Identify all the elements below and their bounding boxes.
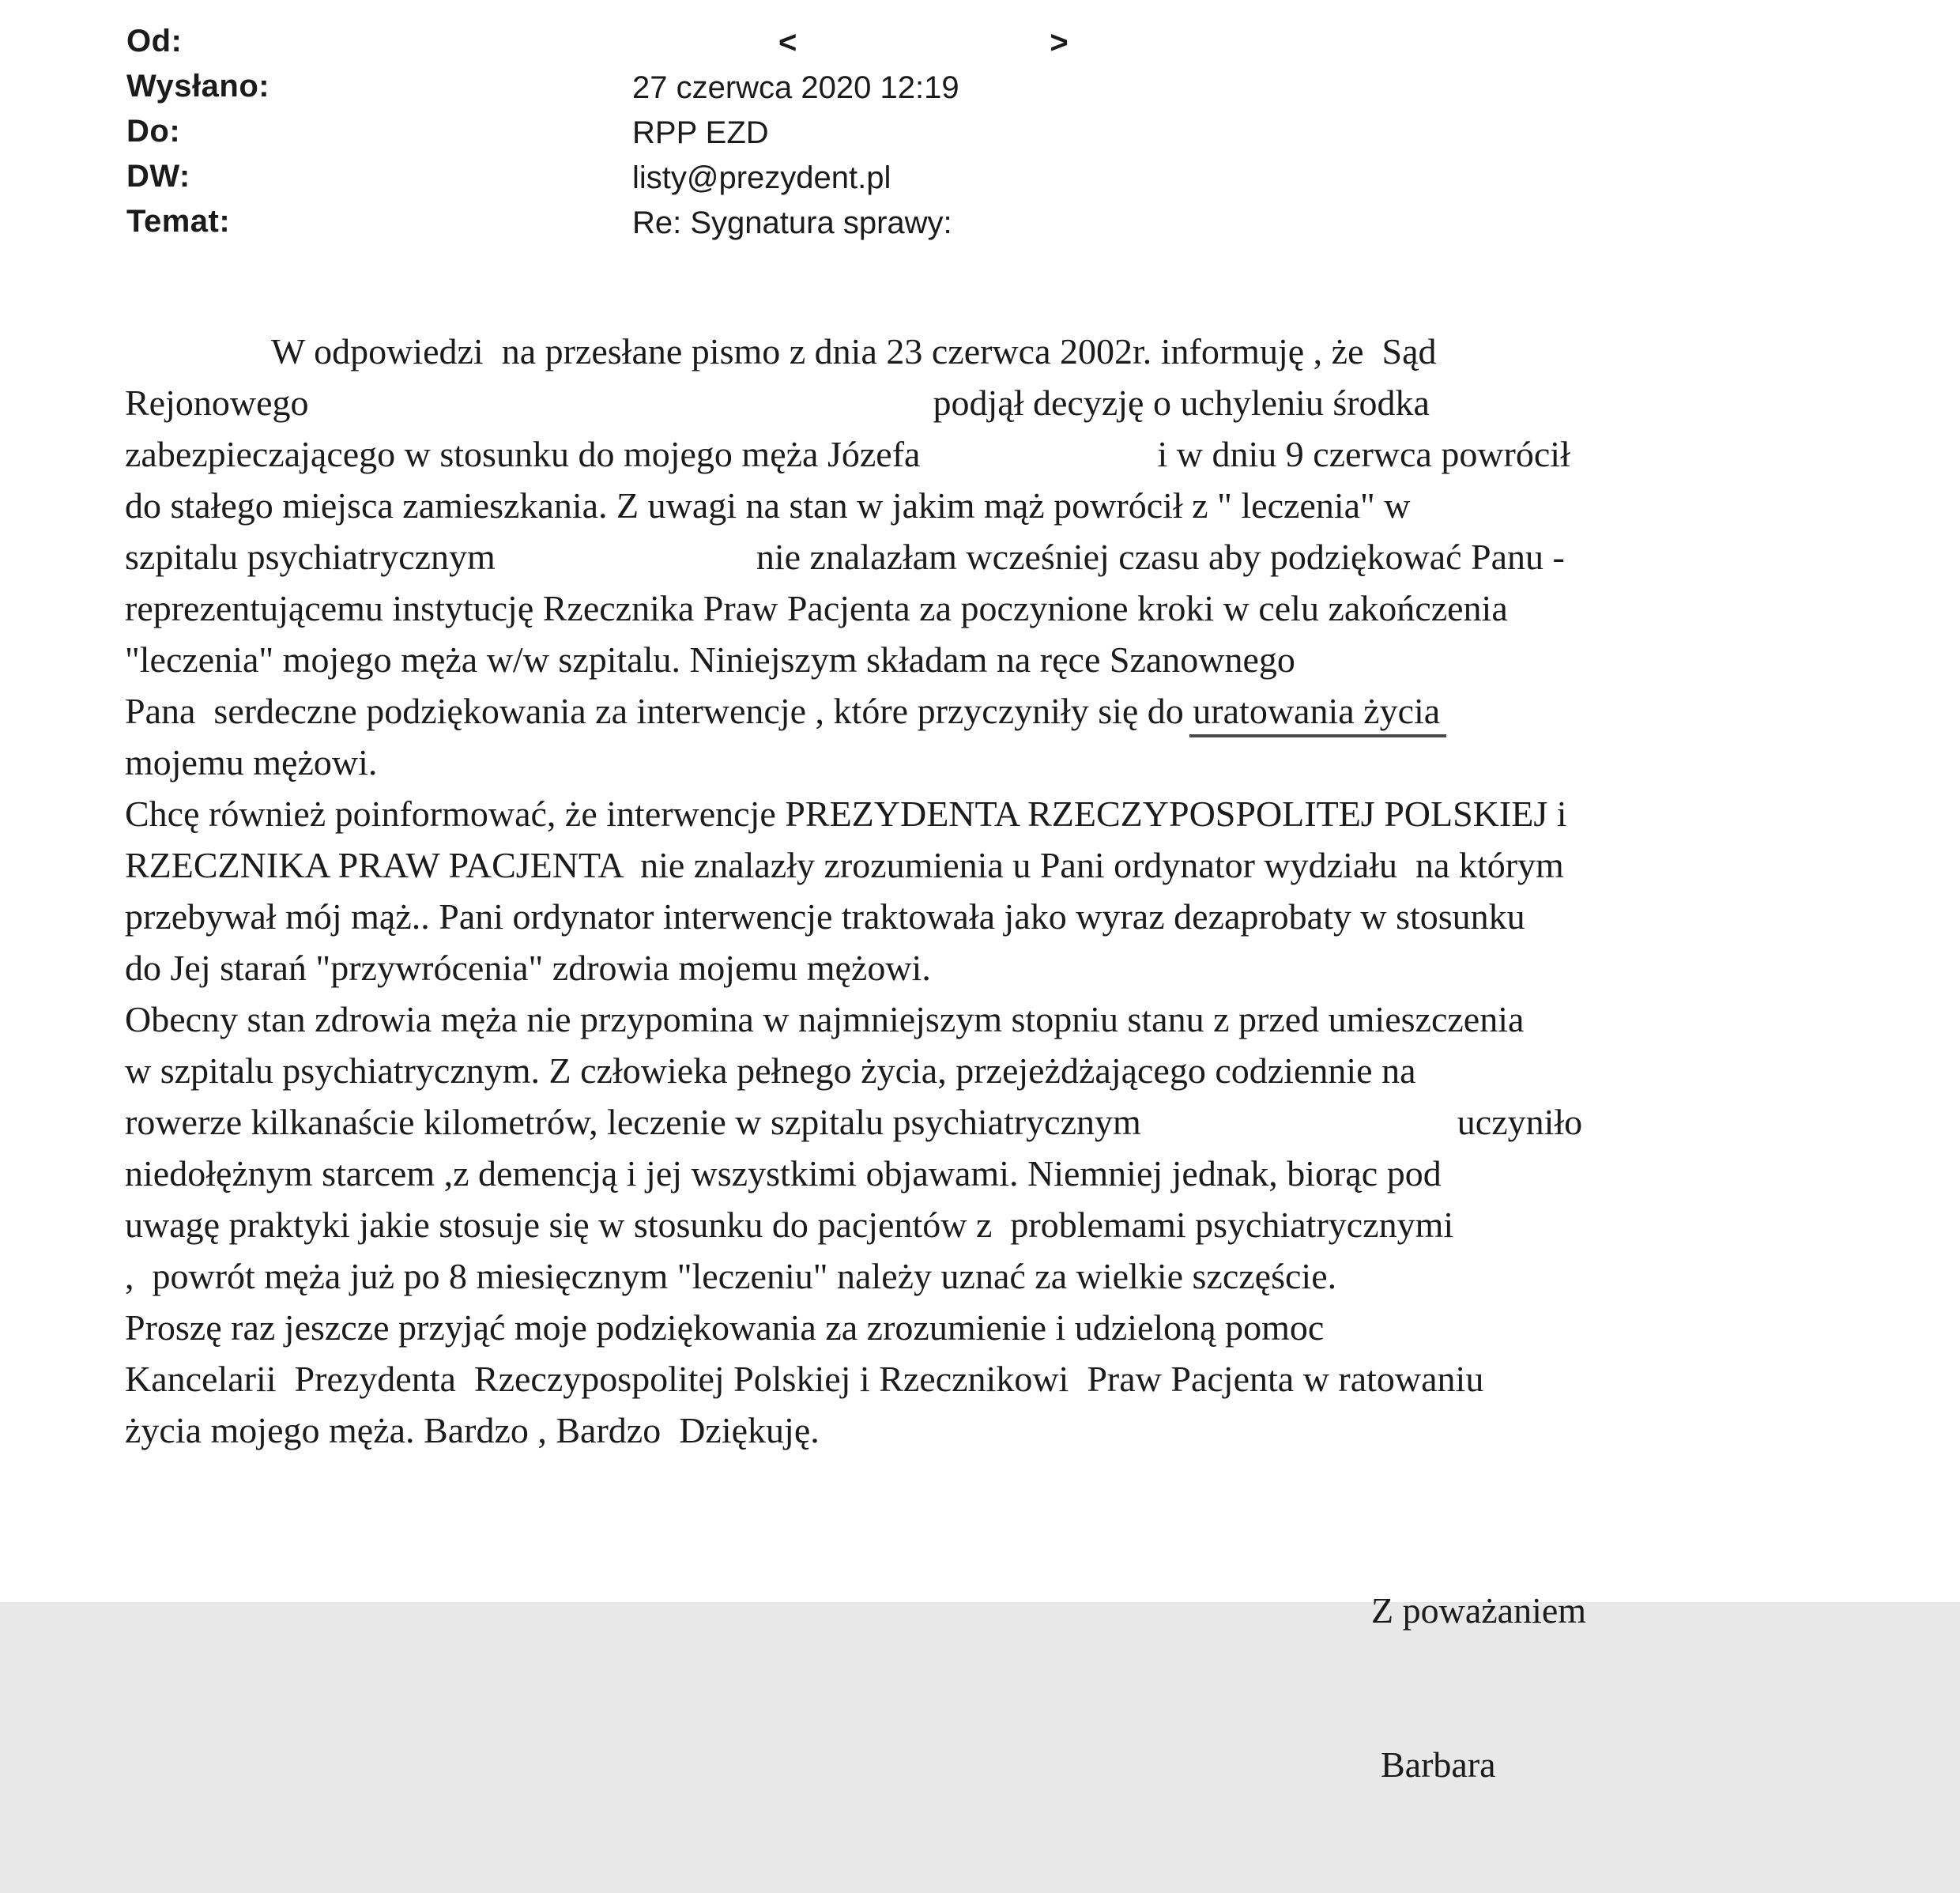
header-value-subject: Re: Sygnatura sprawy: [632,206,952,240]
body-text: Chcę również poinformować, że interwencje PREZYDENTA RZECZYPOSPOLITEJ POLSKIEJ i [125,794,1567,834]
body-line [125,634,1911,685]
body-line [125,1250,1911,1302]
header-row-do [0,114,1960,155]
body-line [125,1405,1911,1456]
redaction-gap [632,52,778,53]
header-value-recipient: RPP EZD [632,115,769,150]
body-line [125,994,1911,1045]
header-label-temat: Temat: [126,204,231,239]
header-label-wyslano: Wysłano: [126,69,270,104]
letter-body [125,326,1911,1456]
header-label-od: Od: [126,24,183,58]
redaction-gap [797,52,1050,53]
body-text: i w dniu 9 czerwca powrócił [1157,434,1570,474]
body-text: zabezpieczającego w stosunku do mojego męża Józefa [125,434,921,474]
body-text: rowerze kilkanaście kilometrów, leczenie w szpitalu psychiatrycznym [125,1102,1141,1142]
body-text: , powrót męża już po 8 miesięcznym "leczeniu" należy uznać za wielkie szczęście. [125,1256,1337,1296]
body-text: reprezentującemu instytucję Rzecznika Praw Pacjenta za poczynione kroki w celu zakończenia [125,588,1508,628]
header-row-dw [0,159,1960,200]
body-text: RZECZNIKA PRAW PACJENTA nie znalazły zrozumienia u Pani ordynator wydziału na którym [125,845,1564,885]
body-text: W odpowiedzi na przesłane pismo z dnia 23 czerwca 2002r. informuję , że Sąd [271,331,1437,371]
body-text: Obecny stan zdrowia męża nie przypomina w najmniejszym stopniu stanu z przed umieszczenia [125,999,1525,1039]
header-row-wyslano [0,69,1960,110]
body-line [125,583,1911,634]
redaction-gap [125,363,271,364]
body-text: Proszę raz jeszcze przyjąć moje podziękowania za zrozumienie i udzieloną pomoc [125,1307,1325,1348]
body-line [125,737,1911,788]
body-line [125,839,1911,891]
angle-bracket-left: < [778,25,797,60]
body-text: uwagę praktyki jakie stosuje się w stosunku do pacjentów z problemami psychiatrycznymi [125,1205,1454,1245]
body-text: do stałego miejsca zamieszkania. Z uwagi na stan w jakim mąż powrócił z " leczenia" w [125,485,1411,526]
body-line [125,1199,1911,1250]
body-text: szpitalu psychiatrycznym [125,537,496,577]
body-line [125,377,1911,428]
body-text: podjął decyzję o uchyleniu środka [933,383,1430,423]
underlined-phrase: uratowania życia [1189,691,1446,737]
signature-closing: Z poważaniem [1371,1590,1587,1631]
body-text: niedołężnym starcem ,z demencją i jej wszystkimi objawami. Niemniej jednak, biorąc pod [125,1153,1442,1193]
body-text: Pana serdeczne podziękowania za interwencje , które przyczyniły się do [125,691,1193,731]
header-value-od [632,25,1069,61]
body-line [125,1353,1911,1405]
body-line [125,326,1911,377]
body-line [125,685,1911,737]
signature-block [1371,1482,1586,1893]
body-text: mojemu mężowi. [125,742,378,782]
header-label-do: Do: [126,114,181,149]
header-value-sent-date: 27 czerwca 2020 12:19 [632,70,959,105]
body-line [125,480,1911,531]
body-text: przebywał mój mąż.. Pani ordynator interwencje traktowała jako wyraz dezaprobaty w stosunku [125,896,1525,937]
body-line [125,891,1911,942]
header-row-temat [0,204,1960,245]
redaction-gap [496,568,756,569]
body-text: życia mojego męża. Bardzo , Bardzo Dziękuję. [125,1410,820,1450]
body-line [125,1045,1911,1096]
redaction-gap [309,414,933,415]
body-text: "leczenia" mojego męża w/w szpitalu. Niniejszym składam na ręce Szanownego [125,639,1295,680]
body-line [125,788,1911,839]
body-text: do Jej starań "przywrócenia" zdrowia mojemu mężowi. [125,948,931,988]
header-value-cc-email: listy@prezydent.pl [632,160,891,195]
body-line [125,1302,1911,1353]
body-line [125,531,1911,583]
header-row-od [0,24,1960,65]
body-line [125,1096,1911,1148]
body-text: w szpitalu psychiatrycznym. Z człowieka pełnego życia, przejeżdżającego codziennie na [125,1050,1416,1091]
signature-name: Barbara [1381,1744,1496,1785]
body-line [125,428,1911,480]
body-text: uczyniło [1457,1102,1583,1142]
body-line [125,1148,1911,1199]
header-label-dw: DW: [126,159,190,194]
redaction-gap [1141,1133,1457,1134]
body-text: Rejonowego [125,383,309,423]
angle-bracket-right: > [1050,25,1069,60]
body-line [125,942,1911,994]
body-text: Kancelarii Prezydenta Rzeczypospolitej Polskiej i Rzecznikowi Praw Pacjenta w ratowaniu [125,1359,1484,1399]
body-text: nie znalazłam wcześniej czasu aby podziękować Panu - [756,537,1565,577]
